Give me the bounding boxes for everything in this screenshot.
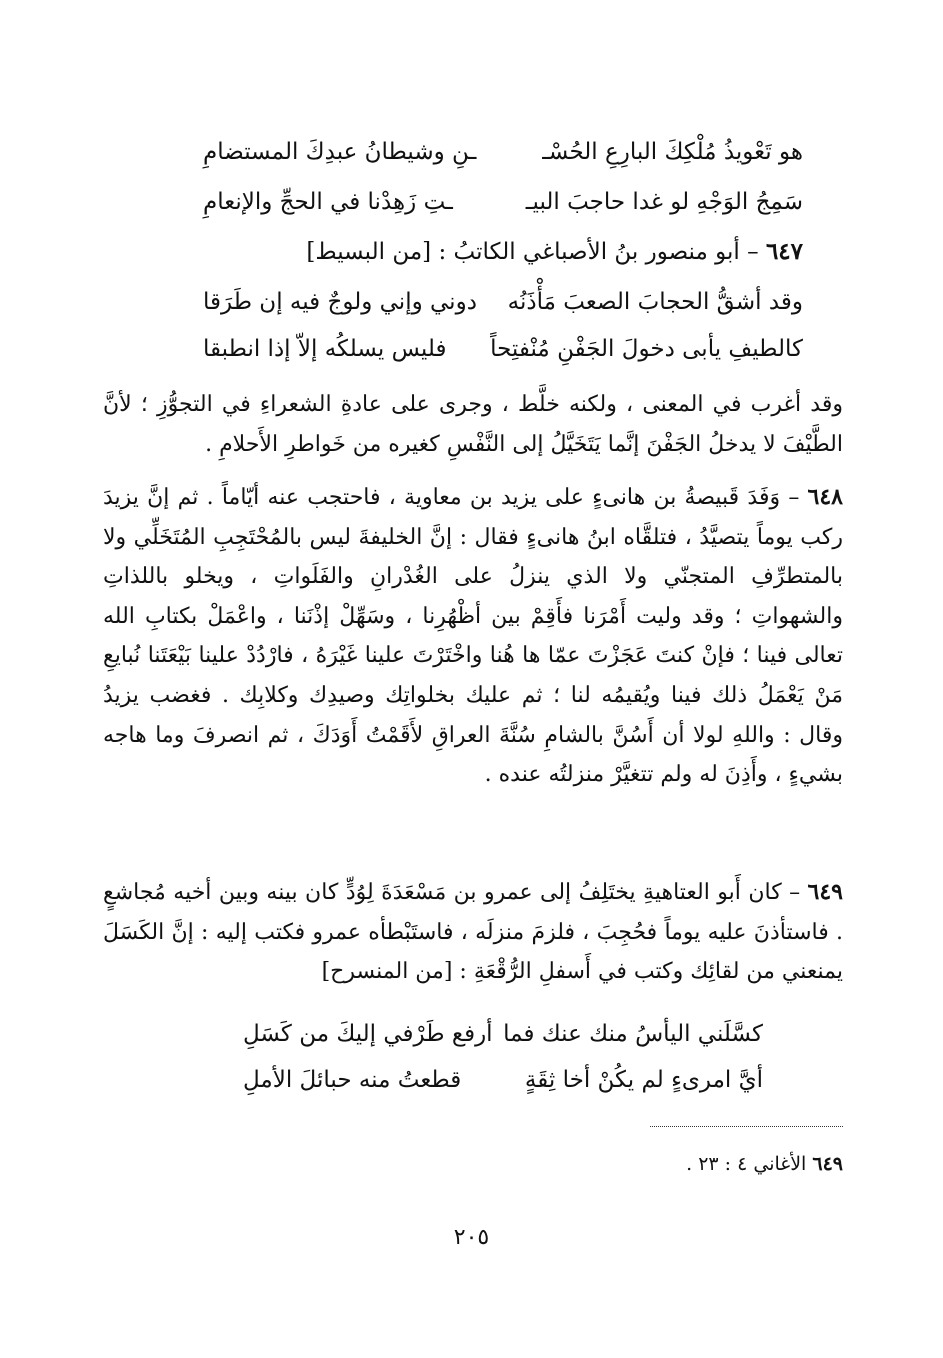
verse-hemistich-second: أرفع طَرْفي إليكَ من كَسَلِ (243, 1021, 493, 1047)
verse-line (203, 130, 803, 174)
verse-line (203, 180, 803, 224)
verse-hemistich-second: ـتِ زَهِدْنا في الحجِّ والإنعامِ (203, 189, 453, 215)
verse-hemistich-first: أيَّ امرىءٍ لم يكُنْ أخا ثِقَةٍ (524, 1067, 763, 1093)
verse-hemistich-first: كالطيفِ يأبى دخولَ الجَفْنِ مُنْفتِحاً (490, 336, 803, 362)
verse-line (203, 280, 803, 324)
footnote (686, 1148, 843, 1180)
footnote-separator (650, 1126, 843, 1127)
verse-hemistich-first: سَمِجُ الوَجْهِ لو غدا حاجبَ البيـ (525, 189, 803, 215)
verse-hemistich-first: كسَّلَني اليأسُ منك عنك فما (503, 1021, 763, 1047)
paragraph (103, 873, 843, 992)
verse-hemistich-first: هو تَعْويذُ مُلْكِكَ البارِعِ الحُسْـ (542, 139, 803, 165)
entry-number: ٦٤٩ (807, 879, 843, 905)
entry-text: – وَفَدَ قَبيصةُ بن هانىءٍ على يزيد بن معاوية ، فاحتجب عنه أيّاماً . ثم إنَّ يزيدَ ركب يوماً يتصيَّدُ ، فتلقَّاه ابنُ هانىءٍ فقال : إنَّ الخليفةَ ليس بالمُحْتَجِبِ المُتَخَلِّي ولا بالمتطرِّفِ المتجنّي ولا الذي ينزلُ على الغُدْرانِ والفَلَواتِ ، ويخلو باللذاتِ والشهواتِ ؛ وقد وليت أَمْرَنا فأَقِمْ بين أظْهُرِنا ، وسَهِّلْ إذْنَنا ، واعْمَلْ بكتابِ الله تعالى فينا ؛ فإنْ كنتَ عَجَزْتَ عمّا ها هُنا واخْتَرْتَ علينا غَيْرَهُ ، فارْدُدْ علينا بَيْعَتَنا نُبايعِ مَنْ يَعْمَلُ ذلك فينا ويُقيمُه لنا ؛ ثم عليك بخلواتِك وصيدِك وكلابِك . فغضب يزيدُ وقال : واللهِ لولا أن أَسُنَّ بالشامِ سُنَّةَ العراقِ لأَقَمْتُ أَوَدَكَ ، ثم انصرفَ وما هاجه بشيءٍ ، وأَذِنَ له ولم تتغيَّرْ منزلتُه عنده . (103, 485, 843, 788)
entry-text: – كان أَبو العتاهيةِ يختَلِفُ إلى عمرو بن مَسْعَدَةَ لِوُدٍّ كان بينه وبين أخيه مُجاشعٍ . فاستأذنَ عليه يوماً فحُجِبَ ، فلزمَ منزلَه ، فاستَبْطأه عمرو فكتب إليه : إنَّ الكَسَلَ يمنعني من لقائِك وكتب في أَسفلِ الرُّقْعَةِ : [من المنسرح] (103, 880, 843, 985)
entry-number: ٦٤٧ (765, 238, 803, 265)
entry-number: ٦٤٨ (807, 484, 843, 510)
entry-648 (103, 478, 843, 795)
footnote-number: ٦٤٩ (812, 1153, 843, 1175)
verse-hemistich-second: دوني وإني ولوجٌ فيه إن طَرَقا (203, 289, 477, 315)
verse-hemistich-second: قطعتُ منه حبائلَ الأملِ (243, 1067, 462, 1093)
verse-hemistich-second: ـنِ وشيطانُ عبدِكَ المستضامِ (203, 139, 477, 165)
entry-heading-text: – أبو منصور بنُ الأصباغي الكاتبُ : [من البسيط] (306, 239, 766, 265)
paragraph: وقد أغرب في المعنى ، ولكنه خلَّط ، وجرى على عادةِ الشعراءِ في التجوُّزِ ؛ لأنَّ الطَّيْفَ لا يدخلُ الجَفْنَ إنَّما يَتَخَيَّلُ إلى النَّفْسِ كغيره من خَواطرِ الأَحلامِ . (103, 392, 843, 457)
verse-hemistich-first: وقد أشقُّ الحجابَ الصعبَ مَأْذَنُه (507, 289, 803, 315)
entry-649 (103, 873, 843, 992)
verse-line (203, 327, 803, 371)
page-number: ٢٠٥ (453, 1225, 490, 1250)
entry-647-commentary (103, 385, 843, 464)
verse-line (243, 1012, 763, 1056)
verse-line (243, 1058, 763, 1102)
entry-647-heading (306, 230, 803, 274)
footnote-text: الأغاني ٤ : ٢٣ . (686, 1153, 813, 1175)
paragraph (103, 478, 843, 795)
verse-hemistich-second: فليس يسلكُه إلاّ إذا انطبقا (203, 336, 447, 362)
